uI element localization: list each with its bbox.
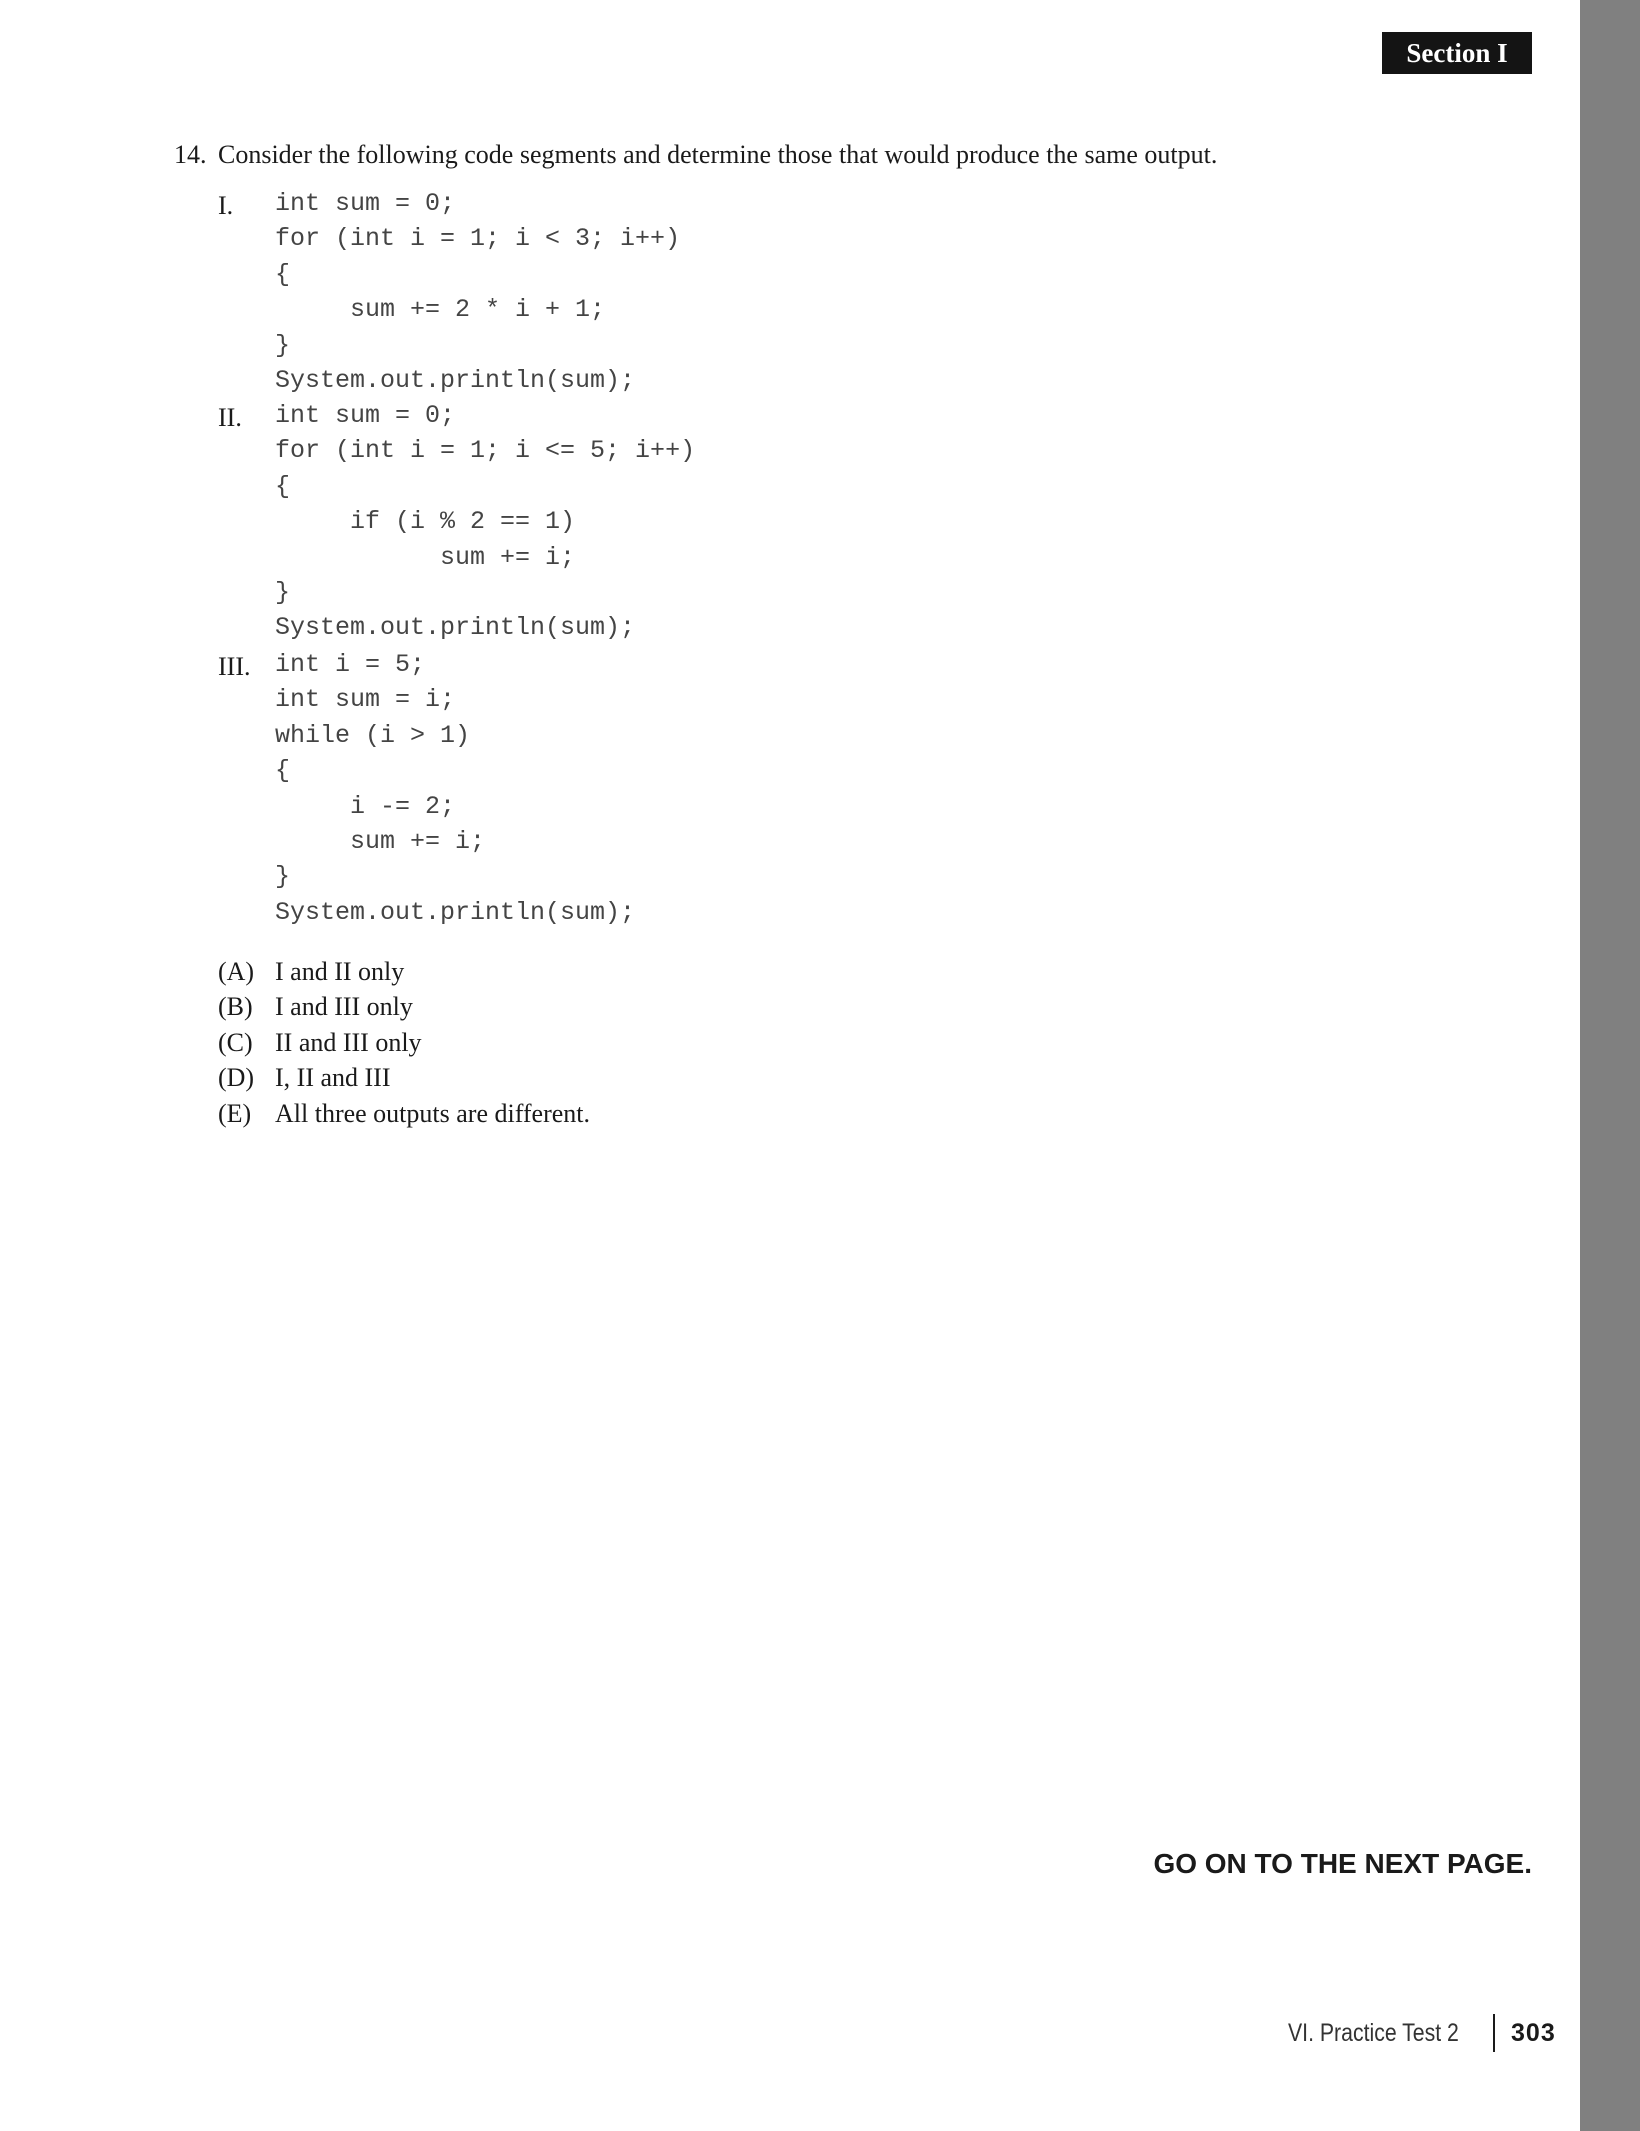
choice-a[interactable] bbox=[218, 954, 590, 989]
choice-text: All three outputs are different. bbox=[275, 1098, 591, 1128]
choice-letter: (D) bbox=[218, 1063, 255, 1093]
choice-letter: (E) bbox=[218, 1098, 252, 1128]
page-edge-bar bbox=[1580, 0, 1640, 2131]
choice-letter: (B) bbox=[218, 992, 253, 1022]
segment-label-1: I. bbox=[218, 191, 234, 220]
segment-label-2: II. bbox=[218, 403, 242, 432]
answer-choices bbox=[218, 954, 590, 1131]
question-stem bbox=[174, 138, 1217, 172]
choice-c[interactable] bbox=[218, 1025, 590, 1060]
code-segment-3: int i = 5; int sum = i; while (i > 1) { i -= 2; sum += i; } System.out.println(sum); bbox=[275, 650, 636, 927]
page-number: 303 bbox=[1511, 2018, 1556, 2047]
choice-text: II and III only bbox=[275, 1027, 422, 1057]
code-segment-2: int sum = 0; for (int i = 1; i <= 5; i++) { if (i % 2 == 1) sum += i; } System.out.println(sum); bbox=[275, 401, 696, 643]
section-tab bbox=[1382, 32, 1532, 74]
page-footer bbox=[1288, 2010, 1556, 2056]
footer-chapter-label: VI. Practice Test 2 bbox=[1288, 2018, 1459, 2047]
footer-divider bbox=[1493, 2014, 1495, 2052]
choice-letter: (C) bbox=[218, 1027, 253, 1057]
go-next-page-notice: GO ON TO THE NEXT PAGE. bbox=[1153, 1848, 1532, 1879]
question-number: 14. bbox=[174, 140, 207, 169]
section-tab-label: Section I bbox=[1406, 37, 1508, 68]
choice-text: I, II and III bbox=[275, 1063, 391, 1093]
question-text: Consider the following code segments and determine those that would produce the same output. bbox=[218, 140, 1218, 169]
choice-text: I and II only bbox=[275, 957, 405, 986]
choice-text: I and III only bbox=[275, 992, 413, 1022]
segment-label-3: III. bbox=[218, 652, 251, 681]
choice-e[interactable] bbox=[218, 1096, 590, 1131]
choice-d[interactable] bbox=[218, 1060, 590, 1095]
choice-b[interactable] bbox=[218, 989, 590, 1024]
choice-letter: (A) bbox=[218, 957, 255, 986]
code-segment-1: int sum = 0; for (int i = 1; i < 3; i++) { sum += 2 * i + 1; } System.out.println(sum); bbox=[275, 189, 681, 396]
